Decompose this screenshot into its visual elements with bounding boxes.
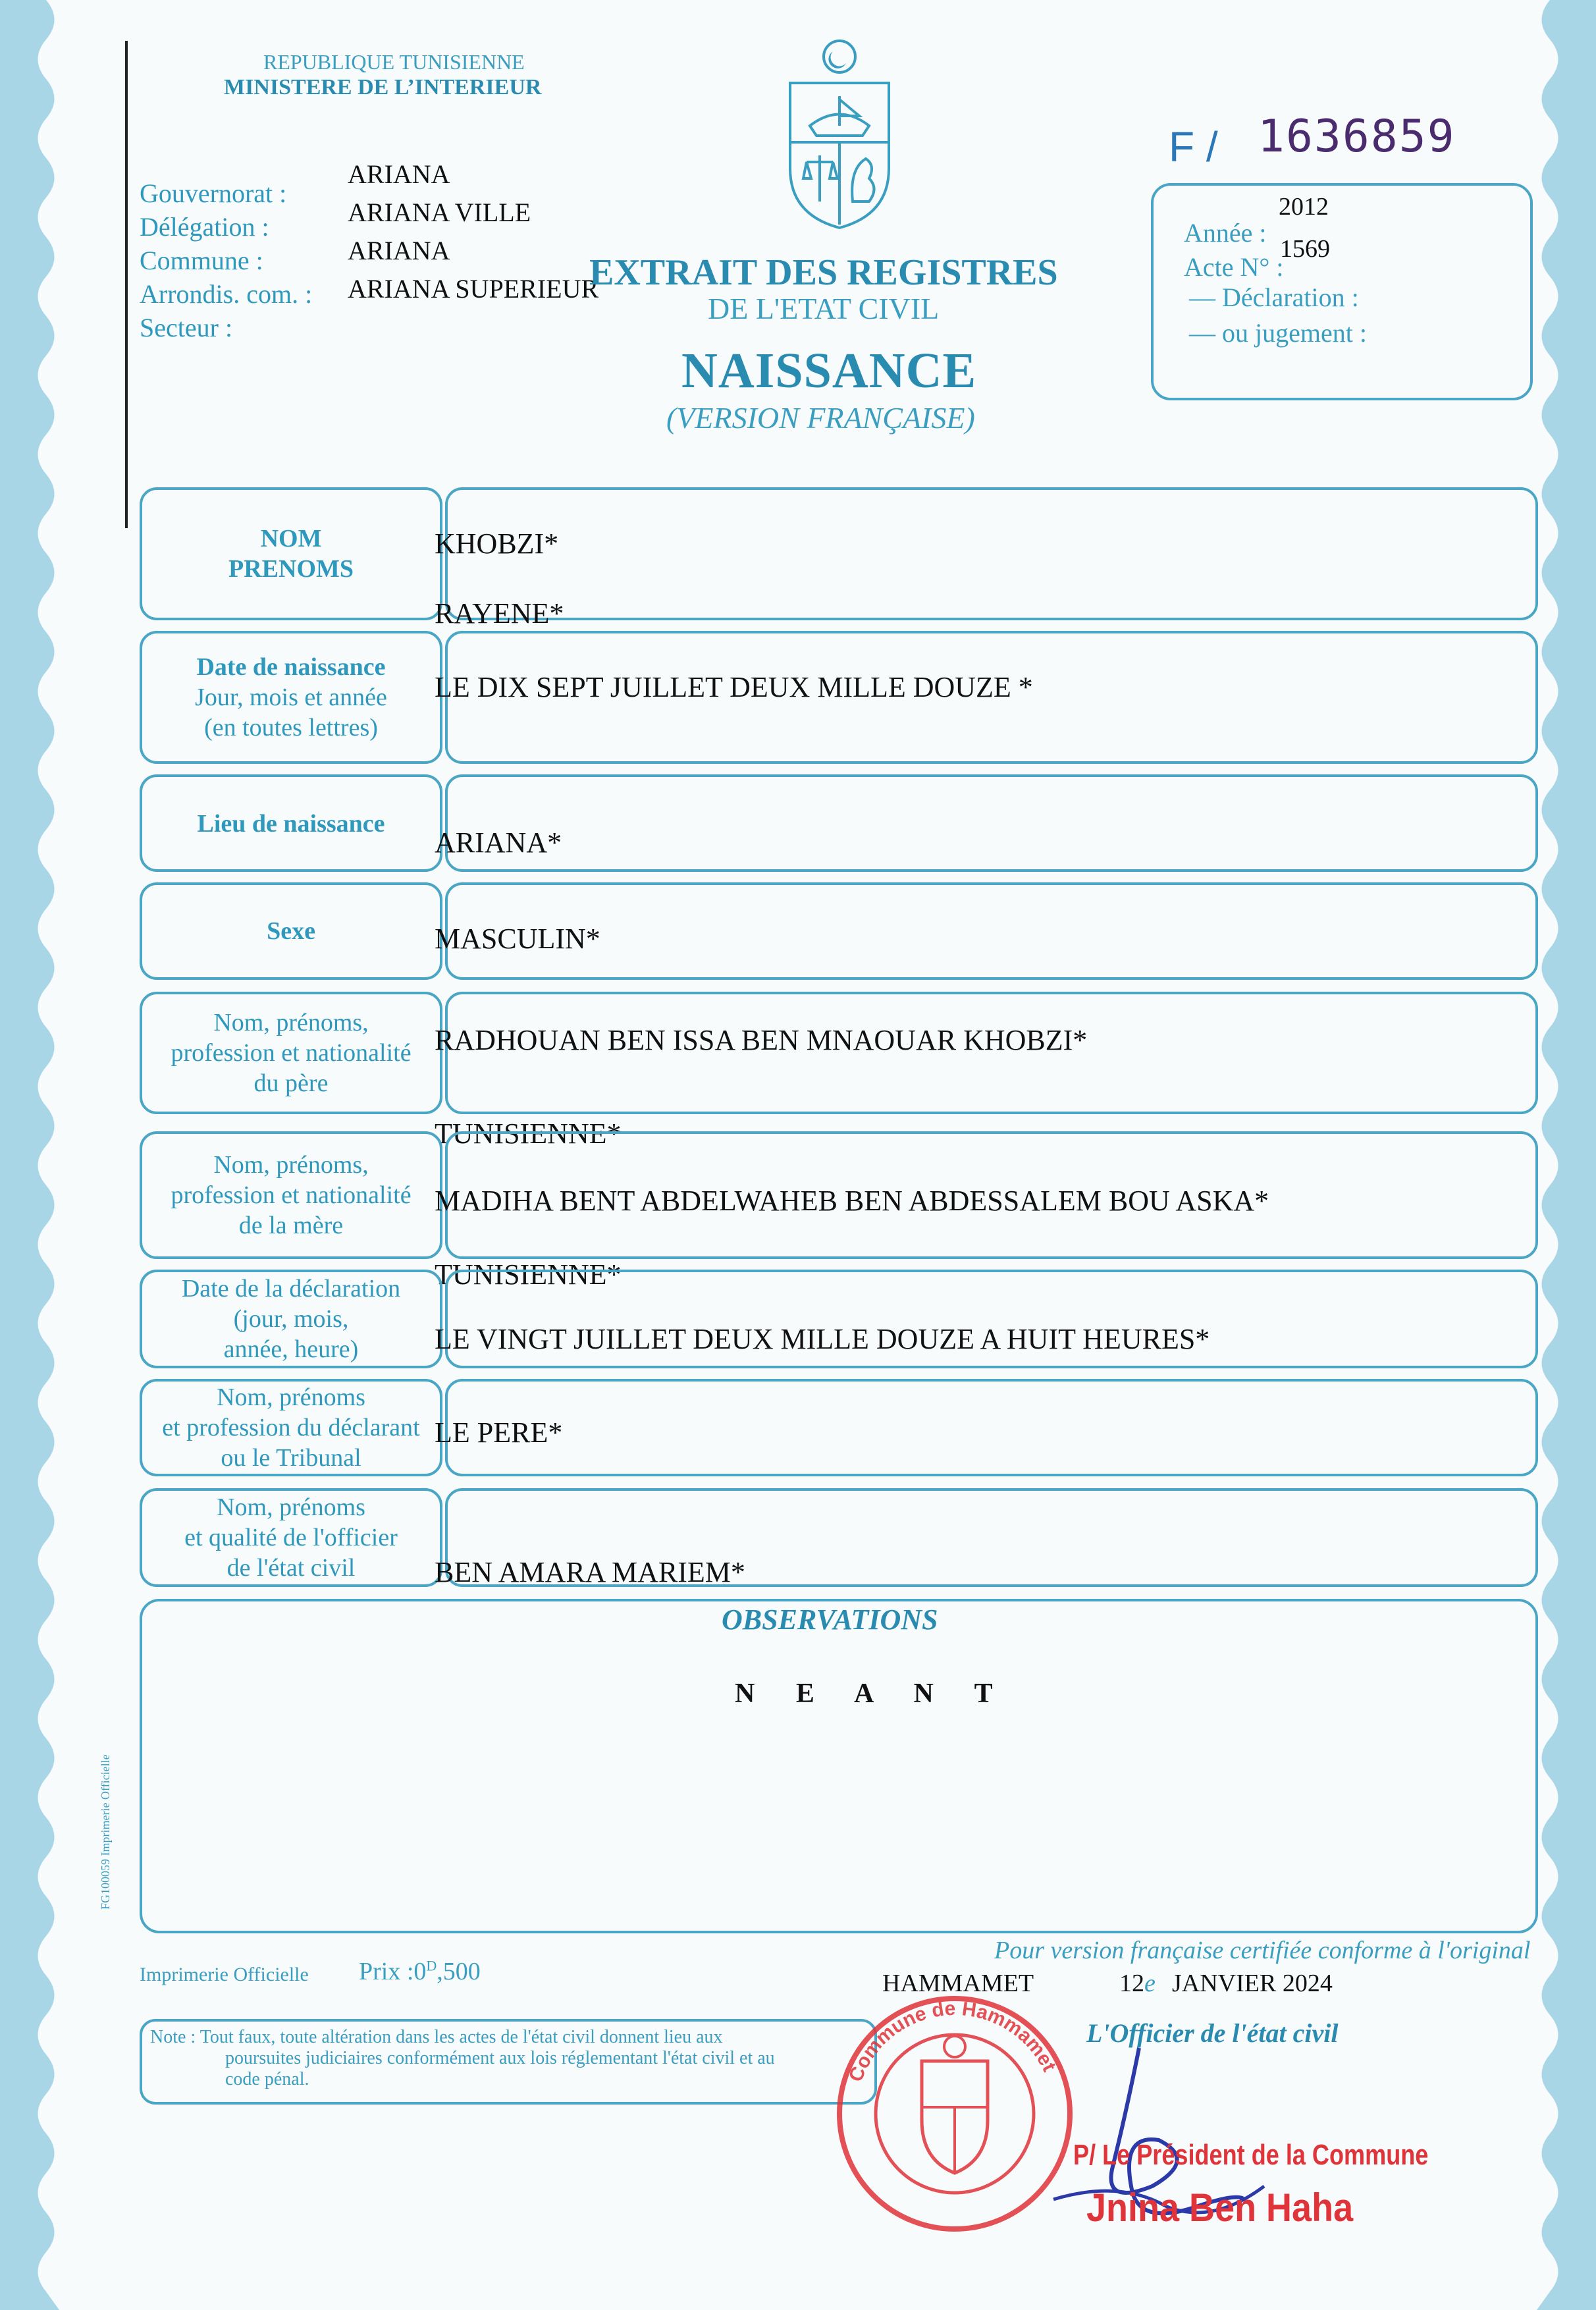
president-stamp: P/ Le Président de la Commune — [1073, 2139, 1429, 2171]
decorative-border-left — [0, 0, 59, 2310]
annee-label: Année : — [1184, 218, 1267, 248]
serial-prefix: F / — [1169, 123, 1218, 171]
seal-text: Commune de Hammamet — [844, 1997, 1061, 2085]
value-officier: BEN AMARA MARIEM* — [435, 1556, 745, 1588]
note-line-2: poursuites judiciaires conformément aux lois réglementant l'état civil et au — [225, 2048, 775, 2068]
label-lieu-naissance: Lieu de naissance — [140, 774, 442, 872]
value-date-declaration: LE VINGT JUILLET DEUX MILLE DOUZE A HUIT HEURES* — [435, 1323, 1210, 1355]
value-arrondissement: ARIANA SUPERIEUR — [348, 274, 599, 304]
observations-box — [140, 1599, 1538, 1933]
title-etat-civil: DE L'ETAT CIVIL — [708, 292, 940, 325]
declaration-label: — Déclaration : — [1189, 282, 1359, 312]
ministry-heading: MINISTERE DE L’INTERIEUR — [224, 75, 542, 99]
date-day: 12e — [1119, 1970, 1156, 1997]
value-mere-nom: MADIHA BENT ABDELWAHEB BEN ABDESSALEM BOU ASKA* — [435, 1185, 1269, 1217]
label-gouvernorat: Gouvernorat : — [140, 178, 287, 208]
admin-labels — [140, 176, 312, 344]
printer-label: Imprimerie Officielle — [140, 1964, 309, 1985]
label-pere: Nom, prénoms, profession et nationalité du père — [140, 992, 442, 1114]
label-mere: Nom, prénoms, profession et nationalité de la mère — [140, 1131, 442, 1259]
value-mere-nationalite: TUNISIENNE* — [435, 1258, 622, 1291]
observations-value: N E A N T — [735, 1679, 1010, 1709]
note-line-1: Note : Tout faux, toute altération dans les actes de l'état civil donnent lieu aux — [150, 2027, 723, 2047]
decorative-border-right — [1537, 0, 1596, 2310]
price-sup: D — [426, 1957, 437, 1974]
price-tail: ,500 — [437, 1958, 481, 1985]
title-naissance: NAISSANCE — [681, 343, 977, 398]
value-declarant: LE PERE* — [435, 1416, 563, 1449]
label-commune: Commune : — [140, 246, 263, 275]
observations-title: OBSERVATIONS — [722, 1603, 938, 1636]
side-print: FG100059 Imprimerie Officielle — [99, 1754, 112, 1910]
value-cell-nom — [445, 487, 1538, 620]
value-commune: ARIANA — [348, 236, 450, 265]
title-version: (VERSION FRANÇAISE) — [666, 401, 975, 435]
value-nom: KHOBZI* — [435, 527, 559, 560]
value-delegation: ARIANA VILLE — [348, 198, 531, 227]
label-secteur: Secteur : — [140, 313, 233, 342]
left-rule — [125, 41, 128, 528]
label-date-declaration: Date de la déclaration (jour, mois, année, heure) — [140, 1270, 442, 1368]
label-date-naissance: Date de naissance Jour, mois et année (en toutes lettres) — [140, 631, 442, 764]
acte-label: Acte N° : — [1184, 252, 1284, 282]
label-arrondissement: Arrondis. com. : — [140, 279, 313, 309]
value-gouvernorat: ARIANA — [348, 159, 450, 189]
value-prenoms: RAYENE* — [435, 597, 564, 630]
price-main: Prix :0 — [359, 1958, 427, 1985]
label-delegation: Délégation : — [140, 212, 269, 242]
certified-text: Pour version française certifiée conforme à l'original — [994, 1937, 1531, 1964]
value-cell-lieu — [445, 774, 1538, 872]
republic-heading: REPUBLIQUE TUNISIENNE — [263, 50, 525, 74]
title-extrait: EXTRAIT DES REGISTRES — [589, 252, 1058, 293]
value-date-naissance: LE DIX SEPT JUILLET DEUX MILLE DOUZE * — [435, 671, 1033, 703]
value-sexe: MASCULIN* — [435, 923, 600, 955]
value-pere-nom: RADHOUAN BEN ISSA BEN MNAOUAR KHOBZI* — [435, 1024, 1088, 1056]
label-nom-prenoms: NOM PRENOMS — [140, 487, 442, 620]
label-officier: Nom, prénoms et qualité de l'officier de l'état civil — [140, 1488, 442, 1587]
admin-values — [348, 155, 598, 308]
officer-title: L'Officier de l'état civil — [1086, 2018, 1339, 2048]
note-line-3: code pénal. — [225, 2069, 309, 2089]
value-lieu-naissance: ARIANA* — [435, 826, 562, 859]
annee-value: 2012 — [1279, 193, 1329, 221]
stamp-name: Jnina Ben Haha — [1086, 2186, 1354, 2230]
date-month-year: JANVIER 2024 — [1172, 1970, 1333, 1997]
jugement-label: — ou jugement : — [1189, 318, 1367, 348]
price-label — [359, 1957, 481, 1986]
value-pere-nationalite: TUNISIENNE* — [435, 1117, 622, 1150]
value-cell-declarant — [445, 1379, 1538, 1476]
coat-of-arms-emblem — [770, 37, 909, 234]
label-declarant: Nom, prénoms et profession du déclarant ou le Tribunal — [140, 1379, 442, 1476]
place-text: HAMMAMET — [882, 1970, 1034, 1997]
value-cell-sexe — [445, 882, 1538, 980]
acte-value: 1569 — [1280, 235, 1330, 263]
serial-number: 1636859 — [1258, 111, 1456, 163]
label-sexe: Sexe — [140, 882, 442, 980]
